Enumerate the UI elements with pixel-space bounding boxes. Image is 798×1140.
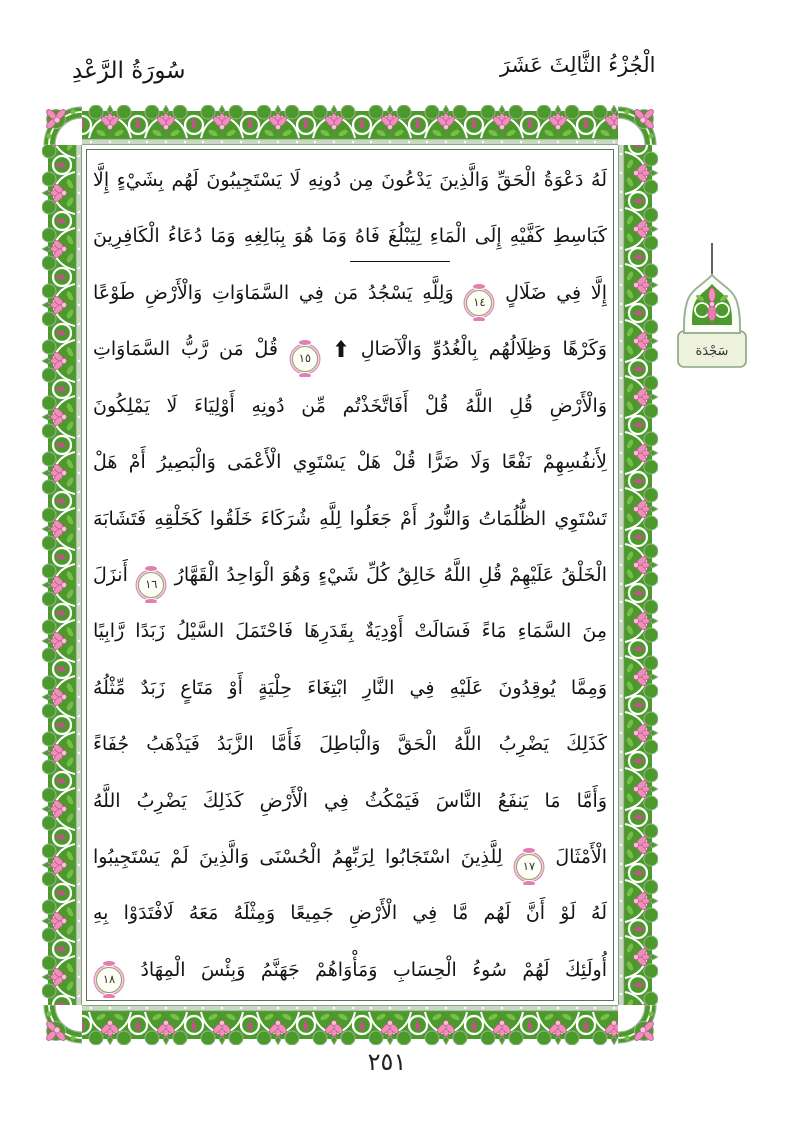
quran-line (93, 378, 607, 434)
border-corner-bottom-right (618, 1005, 658, 1045)
quran-text: كَبَاسِطِ كَفَّيْهِ إِلَى الْمَاءِ لِيَبْلُغَ فَاهُ وَمَا هُوَ بِبَالِغِهِ وَمَا دُعَاءُ الْكَافِرِينَ (93, 225, 607, 248)
annotation-underline (350, 261, 450, 262)
quran-line (93, 603, 607, 659)
quran-line (93, 773, 607, 829)
border-bottom (82, 1005, 618, 1045)
verse-end-marker: ١٤ (466, 290, 492, 316)
quran-text: لِلَّذِينَ اسْتَجَابُوا لِرَبِّهِمُ الْحُسْنَى وَالَّذِينَ لَمْ يَسْتَجِيبُوا (93, 846, 503, 869)
quran-line (93, 829, 607, 885)
sajdah-flower-top (709, 288, 716, 302)
quran-text: لَهُ دَعْوَةُ الْحَقِّ وَالَّذِينَ يَدْعُونَ مِن دُونِهِ لَا يَسْتَجِيبُونَ لَهُم بِشَيْءٍ إِلَّا (93, 169, 607, 191)
juz-title: الْجُزْءُ الثَّالِثَ عَشَرَ (500, 53, 656, 77)
quran-line (93, 152, 607, 208)
quran-line (93, 716, 607, 772)
sajdah-flower-bottom (708, 305, 716, 321)
ornamental-frame (42, 105, 658, 1045)
quran-line (93, 660, 607, 716)
quran-text: وَمِمَّا يُوقِدُونَ عَلَيْهِ فِي النَّارِ ابْتِغَاءَ حِلْيَةٍ أَوْ مَتَاعٍ زَبَدٌ مِّثْلُهُ (93, 676, 607, 699)
border-corner-top-right (618, 105, 658, 145)
quran-text: أُولَئِكَ لَهُمْ سُوءُ الْحِسَابِ وَمَأْوَاهُمْ جَهَنَّمُ وَبِئْسَ الْمِهَادُ (140, 958, 607, 981)
quran-text: وَكَرْهًا وَظِلَالُهُم بِالْغُدُوِّ وَالْآصَالِ (360, 338, 607, 361)
verse-end-marker: ١٨ (96, 967, 122, 993)
surah-title: سُورَةُ الرَّعْدِ (72, 58, 186, 84)
quran-text: مِنَ السَّمَاءِ مَاءً فَسَالَتْ أَوْدِيَةٌ بِقَدَرِهَا فَاحْتَمَلَ السَّيْلُ زَبَدًا رَّابِيًا (93, 620, 607, 643)
quran-text: وَلِلَّهِ يَسْجُدُ مَن فِي السَّمَاوَاتِ وَالْأَرْضِ طَوْعًا (93, 281, 454, 304)
quran-line (93, 491, 607, 547)
quran-line (93, 434, 607, 490)
quran-text: لِأَنفُسِهِمْ نَفْعًا وَلَا ضَرًّا قُلْ هَلْ يَسْتَوِي الْأَعْمَى وَالْبَصِيرُ أَمْ هَلْ (93, 451, 607, 474)
border-left (42, 145, 82, 1005)
quran-line (93, 321, 607, 377)
quran-text: تَسْتَوِي الظُّلُمَاتُ وَالنُّورُ أَمْ جَعَلُوا لِلَّهِ شُرَكَاءَ خَلَقُوا كَخَلْقِهِ فَتَشَابَهَ (93, 507, 607, 530)
quran-text: الْخَلْقُ عَلَيْهِمْ قُلِ اللَّهُ خَالِقُ كُلِّ شَيْءٍ وَهُوَ الْوَاحِدُ الْقَهَّارُ (174, 563, 607, 586)
quran-line (93, 265, 607, 321)
quran-line (93, 547, 607, 603)
verse-end-marker: ١٥ (292, 346, 318, 372)
quran-lines (93, 152, 607, 998)
quran-line (93, 885, 607, 941)
verse-end-marker: ١٦ (138, 572, 164, 598)
sajdah-margin-marker (676, 243, 748, 375)
quran-text: الْأَمْثَالَ (555, 846, 607, 869)
verse-end-marker: ١٧ (516, 854, 542, 880)
quran-text: كَذَلِكَ يَضْرِبُ اللَّهُ الْحَقَّ وَالْبَاطِلَ فَأَمَّا الزَّبَدُ فَيَذْهَبُ جُفَاءً (93, 733, 607, 756)
quran-text: وَأَمَّا مَا يَنفَعُ النَّاسَ فَيَمْكُثُ فِي الْأَرْضِ كَذَلِكَ يَضْرِبُ اللَّهُ (93, 789, 607, 812)
quran-text: لَهُ لَوْ أَنَّ لَهُم مَّا فِي الْأَرْضِ جَمِيعًا وَمِثْلَهُ مَعَهُ لَافْتَدَوْا بِهِ (93, 902, 607, 925)
quran-text: وَالْأَرْضِ قُلِ اللَّهُ قُلْ أَفَاتَّخَذْتُم مِّن دُونِهِ أَوْلِيَاءَ لَا يَمْلِكُونَ (93, 394, 607, 417)
quran-line (93, 942, 607, 998)
quran-text: أَنزَلَ (93, 563, 128, 586)
quran-text: قُلْ مَن رَّبُّ السَّمَاوَاتِ (93, 338, 279, 361)
border-corner-top-left (42, 105, 82, 145)
sajdah-sign-icon (335, 323, 347, 377)
quran-text: إِلَّا فِي ضَلَالٍ (505, 281, 607, 304)
sajdah-label: سَجْدَة (695, 344, 729, 359)
border-top (82, 105, 618, 145)
border-corner-bottom-left (42, 1005, 82, 1045)
quran-line (93, 208, 607, 264)
page-number: ٢٥١ (367, 1048, 407, 1076)
border-right (618, 145, 658, 1005)
